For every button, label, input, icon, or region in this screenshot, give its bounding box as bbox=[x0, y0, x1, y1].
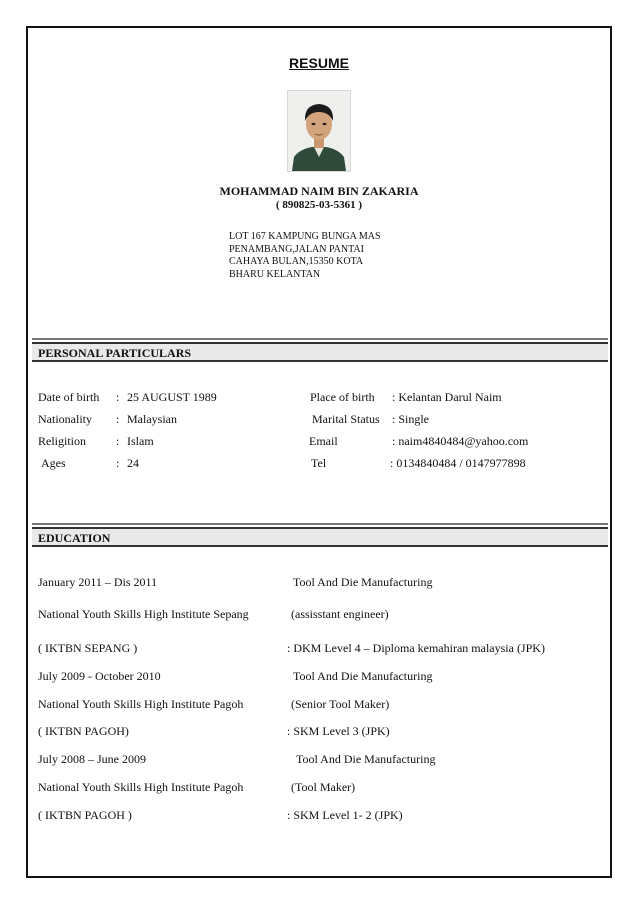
education-right: : DKM Level 4 – Diploma kemahiran malaysia (JPK) bbox=[287, 641, 545, 655]
education-right: Tool And Die Manufacturing bbox=[293, 669, 433, 683]
field-value: : naim4840484@yahoo.com bbox=[392, 434, 529, 448]
education-row bbox=[0, 607, 638, 623]
field-label: Email bbox=[309, 434, 338, 448]
education-left: ( IKTBN PAGOH ) bbox=[38, 808, 132, 822]
education-right: Tool And Die Manufacturing bbox=[293, 575, 433, 589]
education-left: ( IKTBN SEPANG ) bbox=[38, 641, 138, 655]
field-value: 24 bbox=[127, 456, 139, 470]
education-row bbox=[0, 808, 638, 824]
personal-row bbox=[0, 434, 638, 450]
section-title: EDUCATION bbox=[38, 531, 111, 545]
field-separator: : bbox=[116, 434, 120, 448]
education-right: : SKM Level 3 (JPK) bbox=[287, 724, 390, 738]
education-right: (assisstant engineer) bbox=[291, 607, 389, 621]
education-left: National Youth Skills High Institute Pagoh bbox=[38, 780, 244, 794]
field-separator: : bbox=[116, 412, 120, 426]
education-row bbox=[0, 724, 638, 740]
ic-number: ( 890825-03-5361 ) bbox=[275, 199, 363, 211]
education-row bbox=[0, 780, 638, 796]
address-block bbox=[229, 231, 381, 281]
section-title: PERSONAL PARTICULARS bbox=[38, 346, 192, 360]
field-separator: : bbox=[116, 456, 120, 470]
profile-photo-image bbox=[288, 91, 350, 171]
education-left: July 2009 - October 2010 bbox=[38, 669, 161, 683]
education-right: (Tool Maker) bbox=[291, 780, 356, 794]
education-left: National Youth Skills High Institute Sepang bbox=[38, 607, 249, 621]
personal-particulars-header bbox=[32, 342, 608, 362]
address-line: LOT 167 KAMPUNG BUNGA MAS bbox=[229, 231, 381, 242]
address-line: BHARU KELANTAN bbox=[229, 268, 321, 280]
education-left: July 2008 – June 2009 bbox=[38, 752, 146, 766]
education-row bbox=[0, 752, 638, 768]
field-label: Place of birth bbox=[310, 390, 375, 404]
personal-row bbox=[0, 456, 638, 472]
field-separator: : bbox=[116, 390, 120, 404]
field-label: Date of birth bbox=[38, 390, 100, 404]
field-value: : Single bbox=[392, 412, 430, 426]
personal-row bbox=[0, 390, 638, 406]
field-label: Religition bbox=[38, 434, 86, 448]
education-row bbox=[0, 641, 638, 657]
education-right: (Senior Tool Maker) bbox=[291, 697, 390, 711]
education-row bbox=[0, 669, 638, 685]
address-line: PENAMBANG,JALAN PANTAI bbox=[229, 243, 364, 255]
field-value: Islam bbox=[127, 434, 154, 448]
applicant-name: MOHAMMAD NAIM BIN ZAKARIA bbox=[219, 184, 419, 198]
field-label: Marital Status bbox=[312, 412, 380, 426]
education-header bbox=[32, 527, 608, 547]
field-value: Malaysian bbox=[127, 412, 177, 426]
profile-photo bbox=[287, 90, 351, 172]
field-label: Tel bbox=[311, 456, 327, 470]
address-line: CAHAYA BULAN,15350 KOTA bbox=[229, 256, 364, 267]
education-right: : SKM Level 1- 2 (JPK) bbox=[287, 808, 403, 822]
field-value: 25 AUGUST 1989 bbox=[127, 390, 217, 404]
personal-row bbox=[0, 412, 638, 428]
education-row bbox=[0, 697, 638, 713]
education-left: ( IKTBN PAGOH) bbox=[38, 724, 129, 738]
education-left: National Youth Skills High Institute Pagoh bbox=[38, 697, 244, 711]
education-row bbox=[0, 575, 638, 591]
field-label: Nationality bbox=[38, 412, 92, 426]
education-left: January 2011 – Dis 2011 bbox=[38, 575, 158, 589]
education-right: Tool And Die Manufacturing bbox=[296, 752, 436, 766]
field-value: : 0134840484 / 0147977898 bbox=[390, 456, 526, 470]
field-label: Ages bbox=[41, 456, 66, 470]
resume-title: RESUME bbox=[289, 55, 349, 71]
field-value: : Kelantan Darul Naim bbox=[392, 390, 502, 404]
